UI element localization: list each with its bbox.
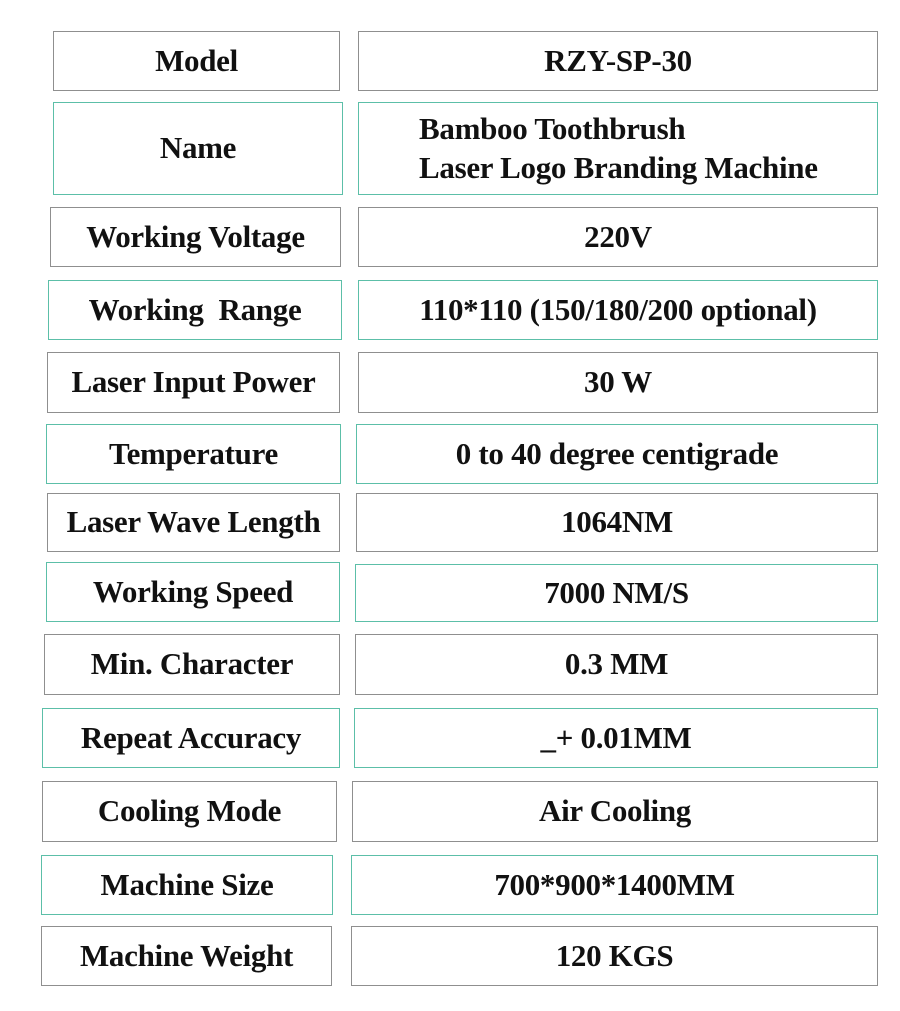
value-text: _+ 0.01MM bbox=[540, 719, 692, 755]
value-working-speed bbox=[355, 564, 878, 622]
label-name bbox=[53, 102, 343, 195]
value-laser-input-power bbox=[358, 352, 878, 413]
label-laser-input-power bbox=[47, 352, 340, 413]
value-machine-weight bbox=[351, 926, 878, 986]
label-text: Name bbox=[159, 130, 237, 166]
value-laser-wave-length bbox=[356, 493, 878, 552]
label-cooling-mode bbox=[42, 781, 337, 842]
value-min-character bbox=[355, 634, 878, 695]
label-text: Temperature bbox=[109, 435, 278, 471]
label-text: Repeat Accuracy bbox=[80, 719, 302, 755]
value-model bbox=[358, 31, 878, 91]
label-text: Working Speed bbox=[92, 573, 294, 609]
label-text: Laser Input Power bbox=[71, 364, 316, 400]
label-laser-wave-length bbox=[47, 493, 340, 552]
value-text: 220V bbox=[584, 218, 652, 254]
value-machine-size bbox=[351, 855, 878, 915]
value-line-1: Bamboo Toothbrush bbox=[419, 110, 686, 146]
value-cooling-mode bbox=[352, 781, 878, 842]
value-line-2: Laser Logo Branding Machine bbox=[419, 149, 818, 185]
label-repeat-accuracy bbox=[42, 708, 340, 768]
label-text: Machine Weight bbox=[79, 937, 294, 973]
label-min-character bbox=[44, 634, 340, 695]
label-working-voltage bbox=[50, 207, 341, 267]
value-text: 0.3 MM bbox=[564, 646, 669, 682]
label-temperature bbox=[46, 424, 341, 484]
value-text: Air Cooling bbox=[538, 793, 691, 829]
label-text: Machine Size bbox=[100, 866, 274, 902]
value-working-voltage bbox=[358, 207, 878, 267]
value-text: 700*900*1400MM bbox=[494, 866, 735, 902]
label-machine-size bbox=[41, 855, 333, 915]
value-text: 110*110 (150/180/200 optional) bbox=[419, 291, 817, 327]
value-text: RZY-SP-30 bbox=[544, 42, 692, 78]
value-text: 0 to 40 degree centigrade bbox=[455, 435, 779, 471]
label-machine-weight bbox=[41, 926, 332, 986]
value-text: 30 W bbox=[584, 364, 652, 400]
label-text: Working Voltage bbox=[86, 218, 305, 254]
value-text: 120 KGS bbox=[555, 937, 674, 973]
label-text: Model bbox=[155, 42, 238, 78]
value-repeat-accuracy bbox=[354, 708, 878, 768]
label-text: Laser Wave Length bbox=[66, 504, 321, 540]
value-temperature bbox=[356, 424, 878, 484]
label-text: Working Range bbox=[88, 291, 302, 327]
label-working-speed bbox=[46, 562, 340, 622]
label-text: Min. Character bbox=[90, 646, 294, 682]
value-text: 1064NM bbox=[561, 504, 673, 540]
label-working-range bbox=[48, 280, 342, 340]
value-text: 7000 NM/S bbox=[544, 574, 689, 610]
value-name bbox=[358, 102, 878, 195]
label-model bbox=[53, 31, 340, 91]
value-working-range bbox=[358, 280, 878, 340]
label-text: Cooling Mode bbox=[97, 793, 282, 829]
